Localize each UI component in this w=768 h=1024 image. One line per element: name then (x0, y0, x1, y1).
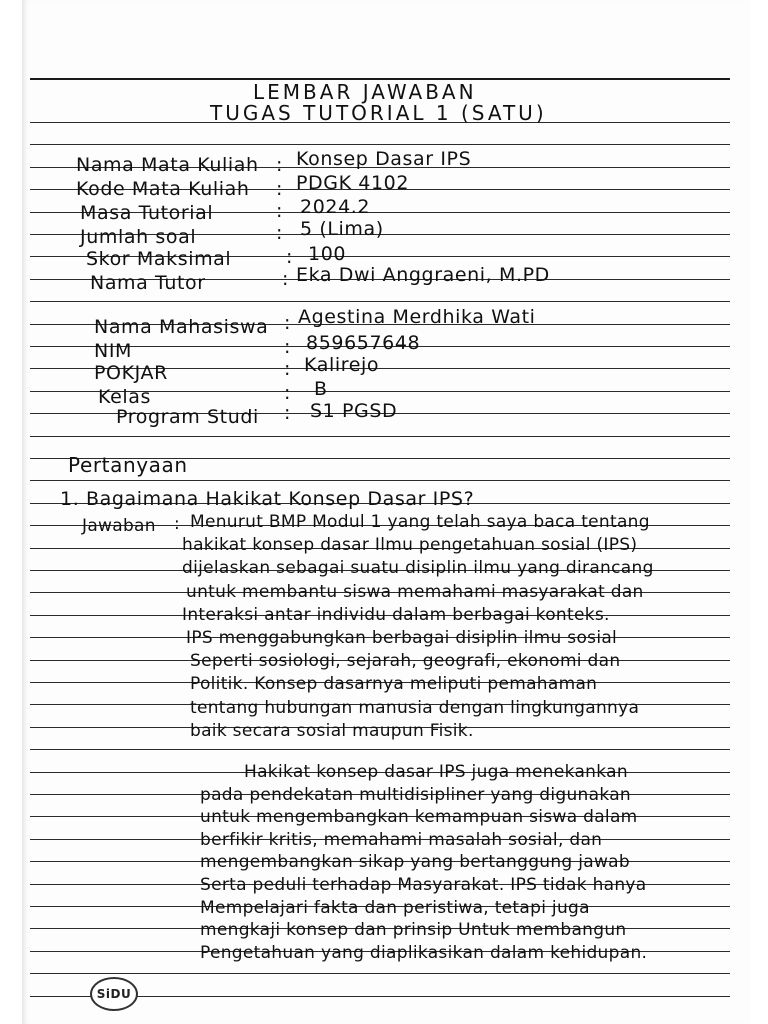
answer-line: Seperti sosiologi, sejarah, geografi, ekonomi dan (190, 651, 621, 672)
page-title: LEMBAR JAWABAN (253, 80, 477, 104)
student-value-program: S1 PGSD (310, 400, 398, 422)
course-label-questions: Jumlah soal (80, 226, 197, 248)
answer-line: Menurut BMP Modul 1 yang telah saya baca tentang (190, 512, 650, 532)
course-label-period: Masa Tutorial (80, 202, 214, 224)
course-label-name: Nama Mata Kuliah (76, 154, 259, 176)
question-text: 1. Bagaimana Hakikat Konsep Dasar IPS? (60, 488, 475, 510)
colon-separator: : (286, 246, 293, 268)
course-value-max-score: 100 (308, 243, 347, 265)
colon-separator: : (276, 200, 283, 222)
paragraph-line: Serta peduli terhadap Masyarakat. IPS tidak hanya (200, 875, 647, 895)
course-value-name: Konsep Dasar IPS (296, 148, 472, 170)
student-value-class: B (314, 378, 328, 400)
student-value-pokjar: Kalirejo (304, 354, 380, 376)
student-label-pokjar: POKJAR (94, 362, 168, 384)
course-label-code: Kode Mata Kuliah (76, 178, 250, 200)
student-label-program: Program Studi (116, 406, 259, 428)
answer-label: Jawaban (82, 516, 156, 536)
student-value-nim: 859657648 (306, 332, 421, 354)
answer-line: IPS menggabungkan berbagai disiplin ilmu sosial (186, 628, 618, 648)
student-label-nim: NIM (94, 340, 133, 362)
paragraph-line: pada pendekatan multidisipliner yang digunakan (200, 784, 631, 805)
student-label-class: Kelas (98, 386, 152, 408)
course-value-period: 2024.2 (300, 196, 371, 218)
answer-line: Interaksi antar individu dalam berbagai konteks. (182, 604, 610, 625)
ruled-line (30, 973, 730, 974)
paragraph-line: mengembangkan sikap yang bertanggung jawab (200, 852, 630, 873)
colon-separator: : (284, 312, 291, 334)
colon-separator: : (284, 382, 291, 404)
ruled-line (30, 749, 730, 750)
paragraph-line: Hakikat konsep dasar IPS juga menekankan (244, 762, 628, 782)
colon-separator: : (276, 154, 283, 176)
paragraph-line: mengkaji konsep dan prinsip Untuk membangun (200, 920, 627, 941)
course-value-code: PDGK 4102 (296, 172, 410, 194)
course-value-questions: 5 (Lima) (300, 218, 384, 240)
colon-separator: : (276, 178, 283, 200)
answer-line: dijelaskan sebagai suatu disiplin ilmu yang dirancang (182, 558, 654, 579)
answer-line: baik secara sosial maupun Fisik. (190, 720, 474, 741)
paragraph-line: berfikir kritis, memahami masalah sosial, dan (200, 829, 603, 850)
answer-line: hakikat konsep dasar Ilmu pengetahuan sosial (IPS) (182, 535, 638, 556)
course-value-tutor: Eka Dwi Anggraeni, M.PD (296, 264, 550, 286)
colon-separator: : (282, 268, 289, 290)
section-heading: Pertanyaan (68, 453, 188, 477)
course-label-max-score: Skor Maksimal (86, 248, 232, 270)
answer-line: tentang hubungan manusia dengan lingkungannya (190, 697, 640, 718)
ruled-line (30, 436, 730, 437)
paragraph-line: untuk mengembangkan kemampuan siswa dalam (200, 807, 638, 828)
ruled-line (30, 144, 730, 145)
answer-line: Politik. Konsep dasarnya meliputi pemahaman (190, 674, 598, 695)
ruled-line (30, 301, 730, 302)
paragraph-line: Pengetahuan yang diaplikasikan dalam kehidupan. (200, 942, 648, 963)
student-label-name: Nama Mahasiswa (94, 316, 269, 338)
colon-separator: : (276, 222, 283, 244)
course-label-tutor: Nama Tutor (90, 272, 206, 294)
answer-line: untuk membantu siswa memahami masyarakat dan (186, 581, 644, 602)
page-subtitle: TUGAS TUTORIAL 1 (SATU) (210, 101, 547, 125)
student-value-name: Agestina Merdhika Wati (298, 306, 536, 328)
colon-separator: : (284, 402, 291, 424)
colon-separator: : (174, 514, 180, 534)
colon-separator: : (284, 358, 291, 380)
colon-separator: : (284, 336, 291, 358)
paragraph-line: Mempelajari fakta dan peristiwa, tetapi juga (200, 897, 590, 918)
sidu-logo: SiDU (90, 977, 138, 1011)
ruled-line (30, 480, 730, 481)
